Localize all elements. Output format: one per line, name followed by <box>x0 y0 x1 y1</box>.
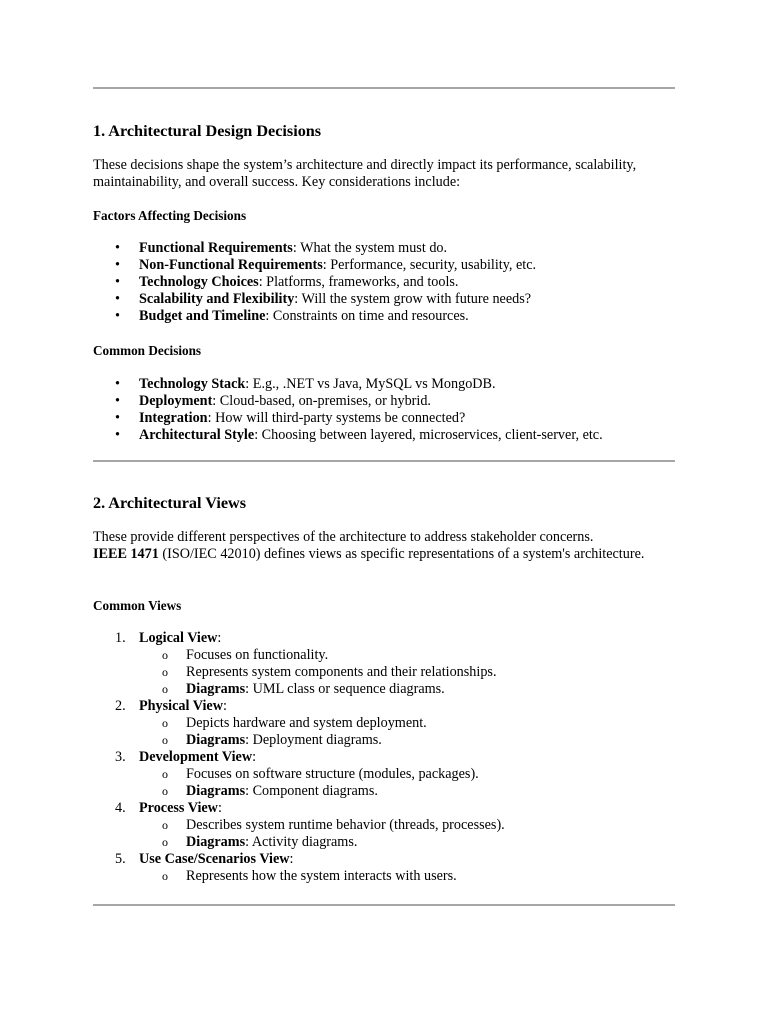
section2-title: 2. Architectural Views <box>93 494 247 512</box>
common-views-list <box>93 630 673 885</box>
view-item-process: 4. Process View: <box>115 800 222 816</box>
view-item-logical: 1. Logical View: <box>115 630 222 646</box>
common-decisions-heading: Common Decisions <box>93 343 202 358</box>
list-item: • Integration: How will third-party systems be connected? <box>93 410 673 427</box>
factors-list <box>93 240 673 325</box>
list-item: o Diagrams: Deployment diagrams. <box>162 732 382 748</box>
section1-title: 1. Architectural Design Decisions <box>93 122 322 140</box>
list-item: • Deployment: Cloud-based, on-premises, or hybrid. <box>93 393 673 410</box>
list-item: o Diagrams: Component diagrams. <box>162 783 378 799</box>
list-item: • Non-Functional Requirements: Performance, security, usability, etc. <box>93 257 673 274</box>
view-item-development: 3. Development View: <box>115 749 257 765</box>
list-item: • Technology Stack: E.g., .NET vs Java, MySQL vs MongoDB. <box>93 376 673 393</box>
section1-intro: These decisions shape the system’s architecture and directly impact its performance, scalability, maintainability, and overall success. Key considerations include: <box>93 157 637 190</box>
factors-heading: Factors Affecting Decisions <box>93 208 247 223</box>
list-item: o Depicts hardware and system deployment. <box>162 715 427 731</box>
middle-divider <box>93 460 675 462</box>
list-item: o Focuses on functionality. <box>162 647 329 663</box>
bottom-divider <box>93 904 675 906</box>
view-item-physical: 2. Physical View: <box>115 698 227 714</box>
list-item: o Focuses on software structure (modules, packages). <box>162 766 479 782</box>
list-item: o Describes system runtime behavior (threads, processes). <box>162 817 505 833</box>
list-item: • Scalability and Flexibility: Will the system grow with future needs? <box>93 291 673 308</box>
list-item: o Diagrams: Activity diagrams. <box>162 834 358 850</box>
list-item: o Represents how the system interacts with users. <box>162 868 457 884</box>
list-item: • Architectural Style: Choosing between layered, microservices, client-server, etc. <box>93 427 673 444</box>
top-divider <box>93 87 675 89</box>
common-views-heading: Common Views <box>93 598 182 613</box>
list-item: • Technology Choices: Platforms, frameworks, and tools. <box>93 274 673 291</box>
section2-intro: These provide different perspectives of the architecture to address stakeholder concerns. IEEE 1471 (ISO/IEC 42010) defines views as specific representations of a system's architecture. <box>93 529 645 562</box>
list-item: • Functional Requirements: What the system must do. <box>93 240 673 257</box>
view-item-use-case: 5. Use Case/Scenarios View: <box>115 851 294 867</box>
list-item: • Budget and Timeline: Constraints on time and resources. <box>93 308 673 325</box>
common-decisions-list <box>93 376 673 444</box>
list-item: o Diagrams: UML class or sequence diagrams. <box>162 681 445 697</box>
list-item: o Represents system components and their relationships. <box>162 664 497 680</box>
